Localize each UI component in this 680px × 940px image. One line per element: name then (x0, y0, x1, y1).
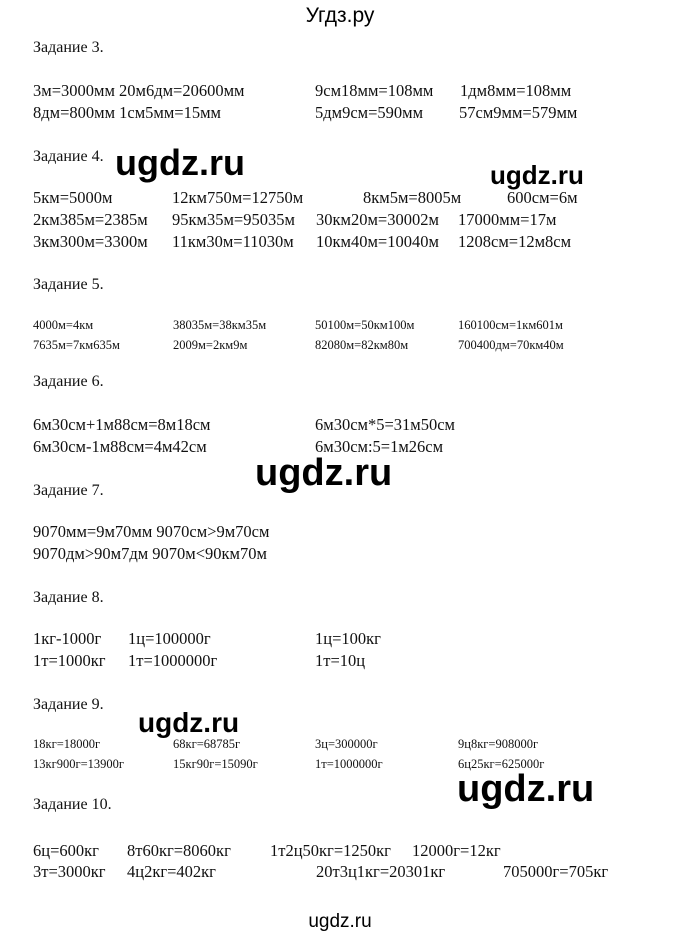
task-4-r3-c2: 11км30м=11030м (172, 232, 294, 251)
task-6-r1-c2: 6м30см*5=31м50см (315, 415, 455, 434)
task-4-r1-c2: 12км750м=12750м (172, 188, 304, 207)
task-5-r2-c2: 2009м=2км9м (173, 338, 248, 352)
task-4-r2-c2: 95км35м=95035м (172, 210, 295, 229)
task-8-r1-c2: 1ц=100000г (128, 629, 211, 648)
task-4-r3-c1: 3км300м=3300м (33, 232, 148, 251)
task-8-r2-c3: 1т=10ц (315, 651, 366, 670)
watermark-3: ugdz.ru (255, 452, 393, 494)
task-3-r2-c2: 5дм9см=590мм (315, 103, 424, 122)
task-4-r2-c4: 17000мм=17м (458, 210, 557, 229)
task-9-r1-c3: 3ц=300000г (315, 737, 378, 751)
task-10-r2-c3: 20т3ц1кг=20301кг (316, 862, 446, 881)
task-10-r2-c1: 3т=3000кг (33, 862, 106, 881)
task-5-r2-c4: 700400дм=70км40м (458, 338, 564, 352)
page-header: Угдз.ру (305, 4, 375, 27)
task-8-r2-c2: 1т=1000000г (128, 651, 218, 670)
task-4-r2-c1: 2км385м=2385м (33, 210, 148, 229)
page-footer: ugdz.ru (308, 911, 372, 932)
task-9-r1-c1: 18кг=18000г (33, 737, 101, 751)
task-6-r2-c1: 6м30см-1м88см=4м42см (33, 437, 207, 456)
watermark-5: ugdz.ru (457, 768, 595, 810)
task-7-title: Задание 7. (33, 482, 104, 499)
task-3-r1-c1: 3м=3000мм 20м6дм=20600мм (33, 81, 245, 100)
task-3-r2-c3: 57см9мм=579мм (459, 103, 578, 122)
task-6-r2-c2: 6м30см:5=1м26см (315, 437, 444, 456)
task-5-r2-c1: 7635м=7км635м (33, 338, 120, 352)
task-6-title: Задание 6. (33, 373, 104, 390)
task-4-r2-c3: 30км20м=30002м (316, 210, 439, 229)
task-9-title: Задание 9. (33, 696, 104, 713)
task-9-r1-c2: 68кг=68785г (173, 737, 241, 751)
task-5-r1-c1: 4000м=4км (33, 318, 94, 332)
task-3-r1-c3: 1дм8мм=108мм (460, 81, 572, 100)
task-10-r1-c2: 8т60кг=8060кг (127, 841, 231, 860)
task-5-r1-c2: 38035м=38км35м (173, 318, 267, 332)
task-4-r1-c4: 600см=6м (507, 188, 578, 207)
task-4-r3-c4: 1208см=12м8см (458, 232, 572, 251)
task-3-r2-c1: 8дм=800мм 1см5мм=15мм (33, 103, 221, 122)
task-10-title: Задание 10. (33, 796, 112, 813)
task-10-r1-c1: 6ц=600кг (33, 841, 99, 860)
watermark-1: ugdz.ru (115, 142, 245, 183)
task-8-title: Задание 8. (33, 589, 104, 606)
task-9-r1-c4: 9ц8кг=908000г (458, 737, 539, 751)
watermark-4: ugdz.ru (138, 707, 240, 738)
task-9-r2-c2: 15кг90г=15090г (173, 757, 258, 771)
task-7-r2: 9070дм>90м7дм 9070м<90км70м (33, 544, 267, 563)
task-8-r1-c1: 1кг-1000г (33, 629, 102, 648)
task-10-r1-c3: 1т2ц50кг=1250кг (270, 841, 391, 860)
task-4-r3-c3: 10км40м=10040м (316, 232, 439, 251)
task-10-r2-c2: 4ц2кг=402кг (127, 862, 216, 881)
task-5-r1-c4: 160100см=1км601м (458, 318, 563, 332)
task-3-r1-c2: 9см18мм=108мм (315, 81, 434, 100)
task-6-r1-c1: 6м30см+1м88см=8м18см (33, 415, 211, 434)
task-4-r1-c3: 8км5м=8005м (363, 188, 462, 207)
task-10-r2-c4: 705000г=705кг (503, 862, 609, 881)
task-5-title: Задание 5. (33, 276, 104, 293)
task-9-r2-c3: 1т=1000000г (315, 757, 383, 771)
task-5-r1-c3: 50100м=50км100м (315, 318, 415, 332)
task-7-r1: 9070мм=9м70мм 9070см>9м70см (33, 522, 270, 541)
task-9-r2-c1: 13кг900г=13900г (33, 757, 125, 771)
task-3-title: Задание 3. (33, 39, 104, 56)
task-10-r1-c4: 12000г=12кг (412, 841, 501, 860)
task-4-title: Задание 4. (33, 148, 104, 165)
task-5-r2-c3: 82080м=82км80м (315, 338, 409, 352)
task-4-r1-c1: 5км=5000м (33, 188, 113, 207)
task-9-r2-c4: 6ц25кг=625000г (458, 757, 545, 771)
watermark-2: ugdz.ru (490, 160, 584, 190)
task-8-r1-c3: 1ц=100кг (315, 629, 381, 648)
task-8-r2-c1: 1т=1000кг (33, 651, 106, 670)
